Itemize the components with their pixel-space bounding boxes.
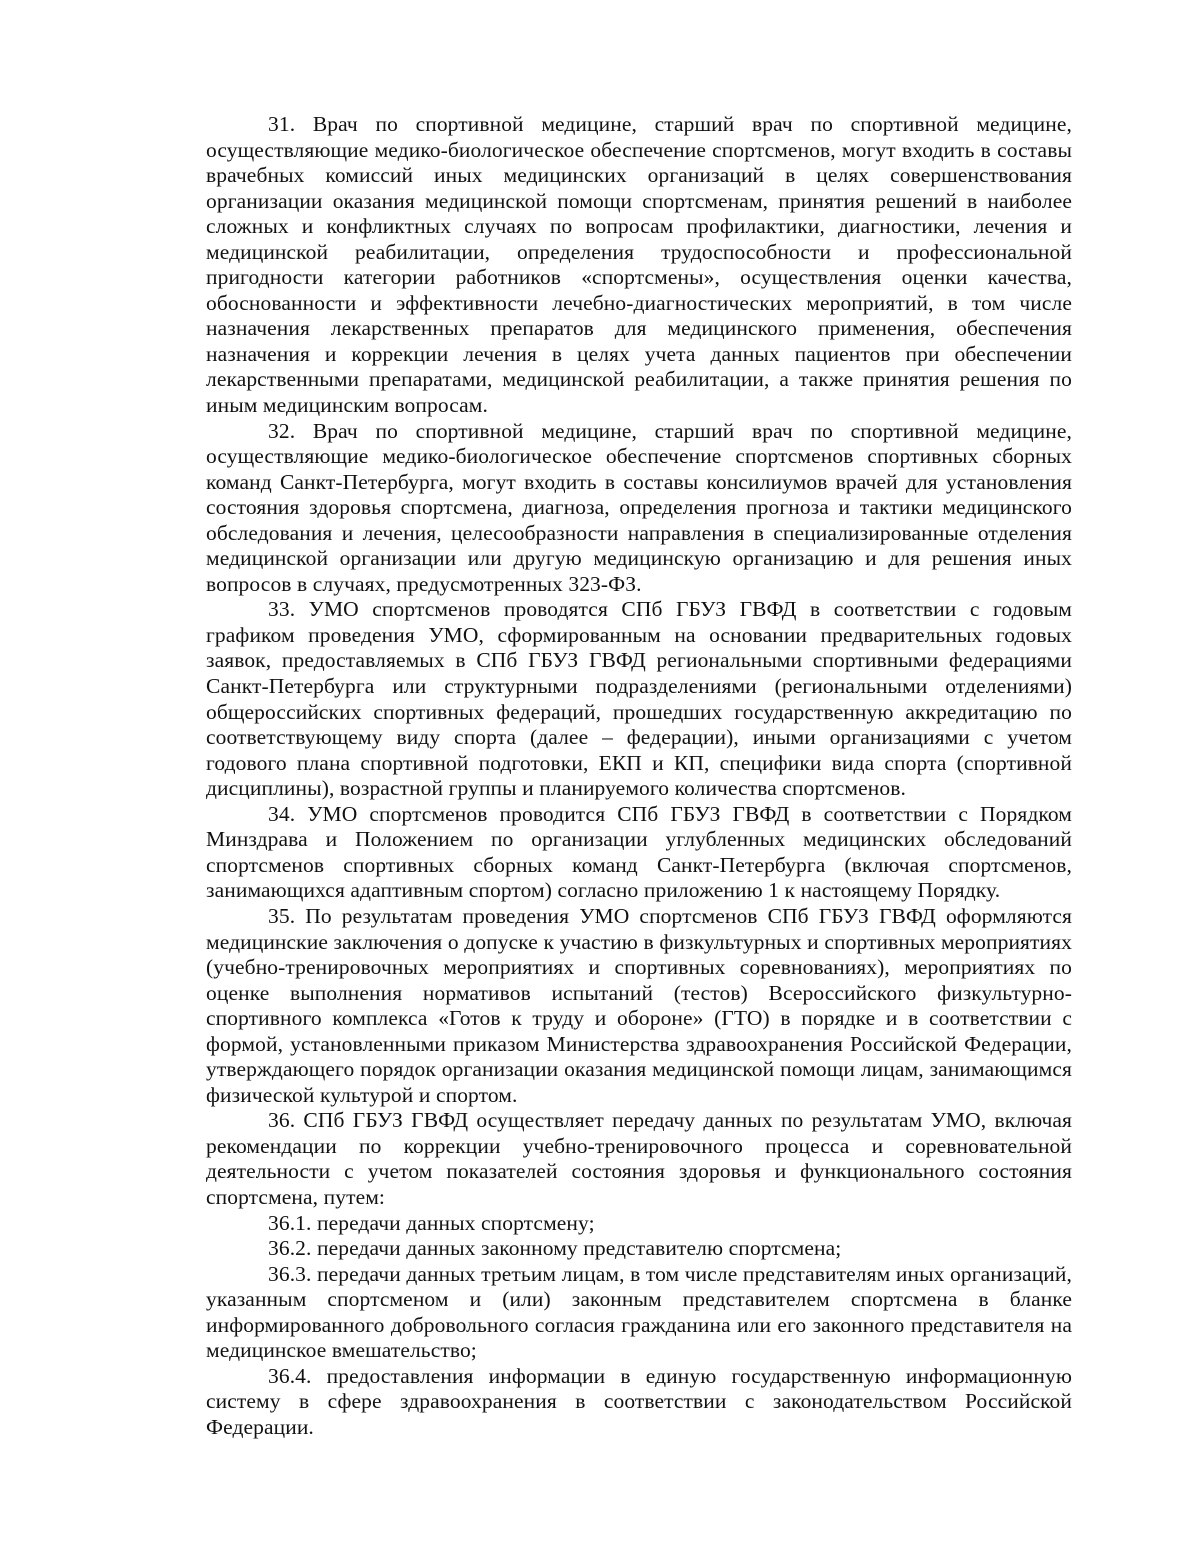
- paragraph-36-2: 36.2. передачи данных законному представителю спортсмена;: [268, 1236, 842, 1261]
- paragraph-31: 31. Врач по спортивной медицине, старший врач по спортивной медицине, осуществляющие медико-биологическое обеспечение спортсменов, могут входить в составы врачебных комиссий иных медицинских организаций в целях совершенствования организации оказания медицинской помощи спортсменам, принятия решений в наиболее сложных и конфликтных случаях по вопросам профилактики, диагностики, лечения и медицинской реабилитации, определения трудоспособности и профессиональной пригодности категории работников «спортсмены», осуществления оценки качества, обоснованности и эффективности лечебно-диагностических мероприятий, в том числе назначения лекарственных препаратов для медицинского применения, обеспечения назначения и коррекции лечения в целях учета данных пациентов при обеспечении лекарственными препаратами, медицинской реабилитации, а также принятия решения по иным медицинским вопросам.: [206, 112, 1072, 418]
- paragraph-36: 36. СПб ГБУЗ ГВФД осуществляет передачу данных по результатам УМО, включая рекомендации по коррекции учебно-тренировочного процесса и соревновательной деятельности с учетом показателей состояния здоровья и функционального состояния спортсмена, путем:: [206, 1108, 1072, 1209]
- paragraph-32: 32. Врач по спортивной медицине, старший врач по спортивной медицине, осуществляющие медико-биологическое обеспечение спортсменов спортивных сборных команд Санкт-Петербурга, могут входить в составы консилиумов врачей для установления состояния здоровья спортсмена, диагноза, определения прогноза и тактики медицинского обследования и лечения, целесообразности направления в специализированные отделения медицинской организации или другую медицинскую организацию и для решения иных вопросов в случаях, предусмотренных 323-ФЗ.: [206, 418, 1072, 596]
- paragraph-34: 34. УМО спортсменов проводится СПб ГБУЗ ГВФД в соответствии с Порядком Минздрава и Положением по организации углубленных медицинских обследований спортсменов спортивных сборных команд Санкт-Петербурга (включая спортсменов, занимающихся адаптивным спортом) согласно приложению 1 к настоящему Порядку.: [206, 801, 1072, 903]
- document-page: [206, 112, 1072, 1440]
- paragraph-33: 33. УМО спортсменов проводятся СПб ГБУЗ ГВФД в соответствии с годовым графиком проведения УМО, сформированным на основании предварительных годовых заявок, предоставляемых в СПб ГБУЗ ГВФД региональными спортивными федерациями Санкт-Петербурга или структурными подразделениями (региональными отделениями) общероссийских спортивных федераций, прошедших государственную аккредитацию по соответствующему виду спорта (далее – федерации), иными организациями с учетом годового плана спортивной подготовки, ЕКП и КП, специфики вида спорта (спортивной дисциплины), возрастной группы и планируемого количества спортсменов.: [206, 597, 1072, 801]
- paragraph-35: 35. По результатам проведения УМО спортсменов СПб ГБУЗ ГВФД оформляются медицинские заключения о допуске к участию в физкультурных и спортивных мероприятиях (учебно-тренировочных мероприятиях и спортивных соревнованиях), мероприятиях по оценке выполнения нормативов испытаний (тестов) Всероссийского физкультурно-спортивного комплекса «Готов к труду и обороне» (ГТО) в порядке и в соответствии с формой, установленными приказом Министерства здравоохранения Российской Федерации, утверждающего порядок организации оказания медицинской помощи лицам, занимающимся физической культурой и спортом.: [206, 903, 1072, 1107]
- paragraph-36-1: 36.1. передачи данных спортсмену;: [268, 1210, 595, 1235]
- paragraph-36-3: 36.3. передачи данных третьим лицам, в том числе представителям иных организаций, указанным спортсменом и (или) законным представителем спортсмена в бланке информированного добровольного согласия гражданина или его законного представителя на медицинское вмешательство;: [206, 1261, 1072, 1363]
- paragraph-36-4: 36.4. предоставления информации в единую государственную информационную систему в сфере здравоохранения в соответствии с законодательством Российской Федерации.: [206, 1363, 1072, 1439]
